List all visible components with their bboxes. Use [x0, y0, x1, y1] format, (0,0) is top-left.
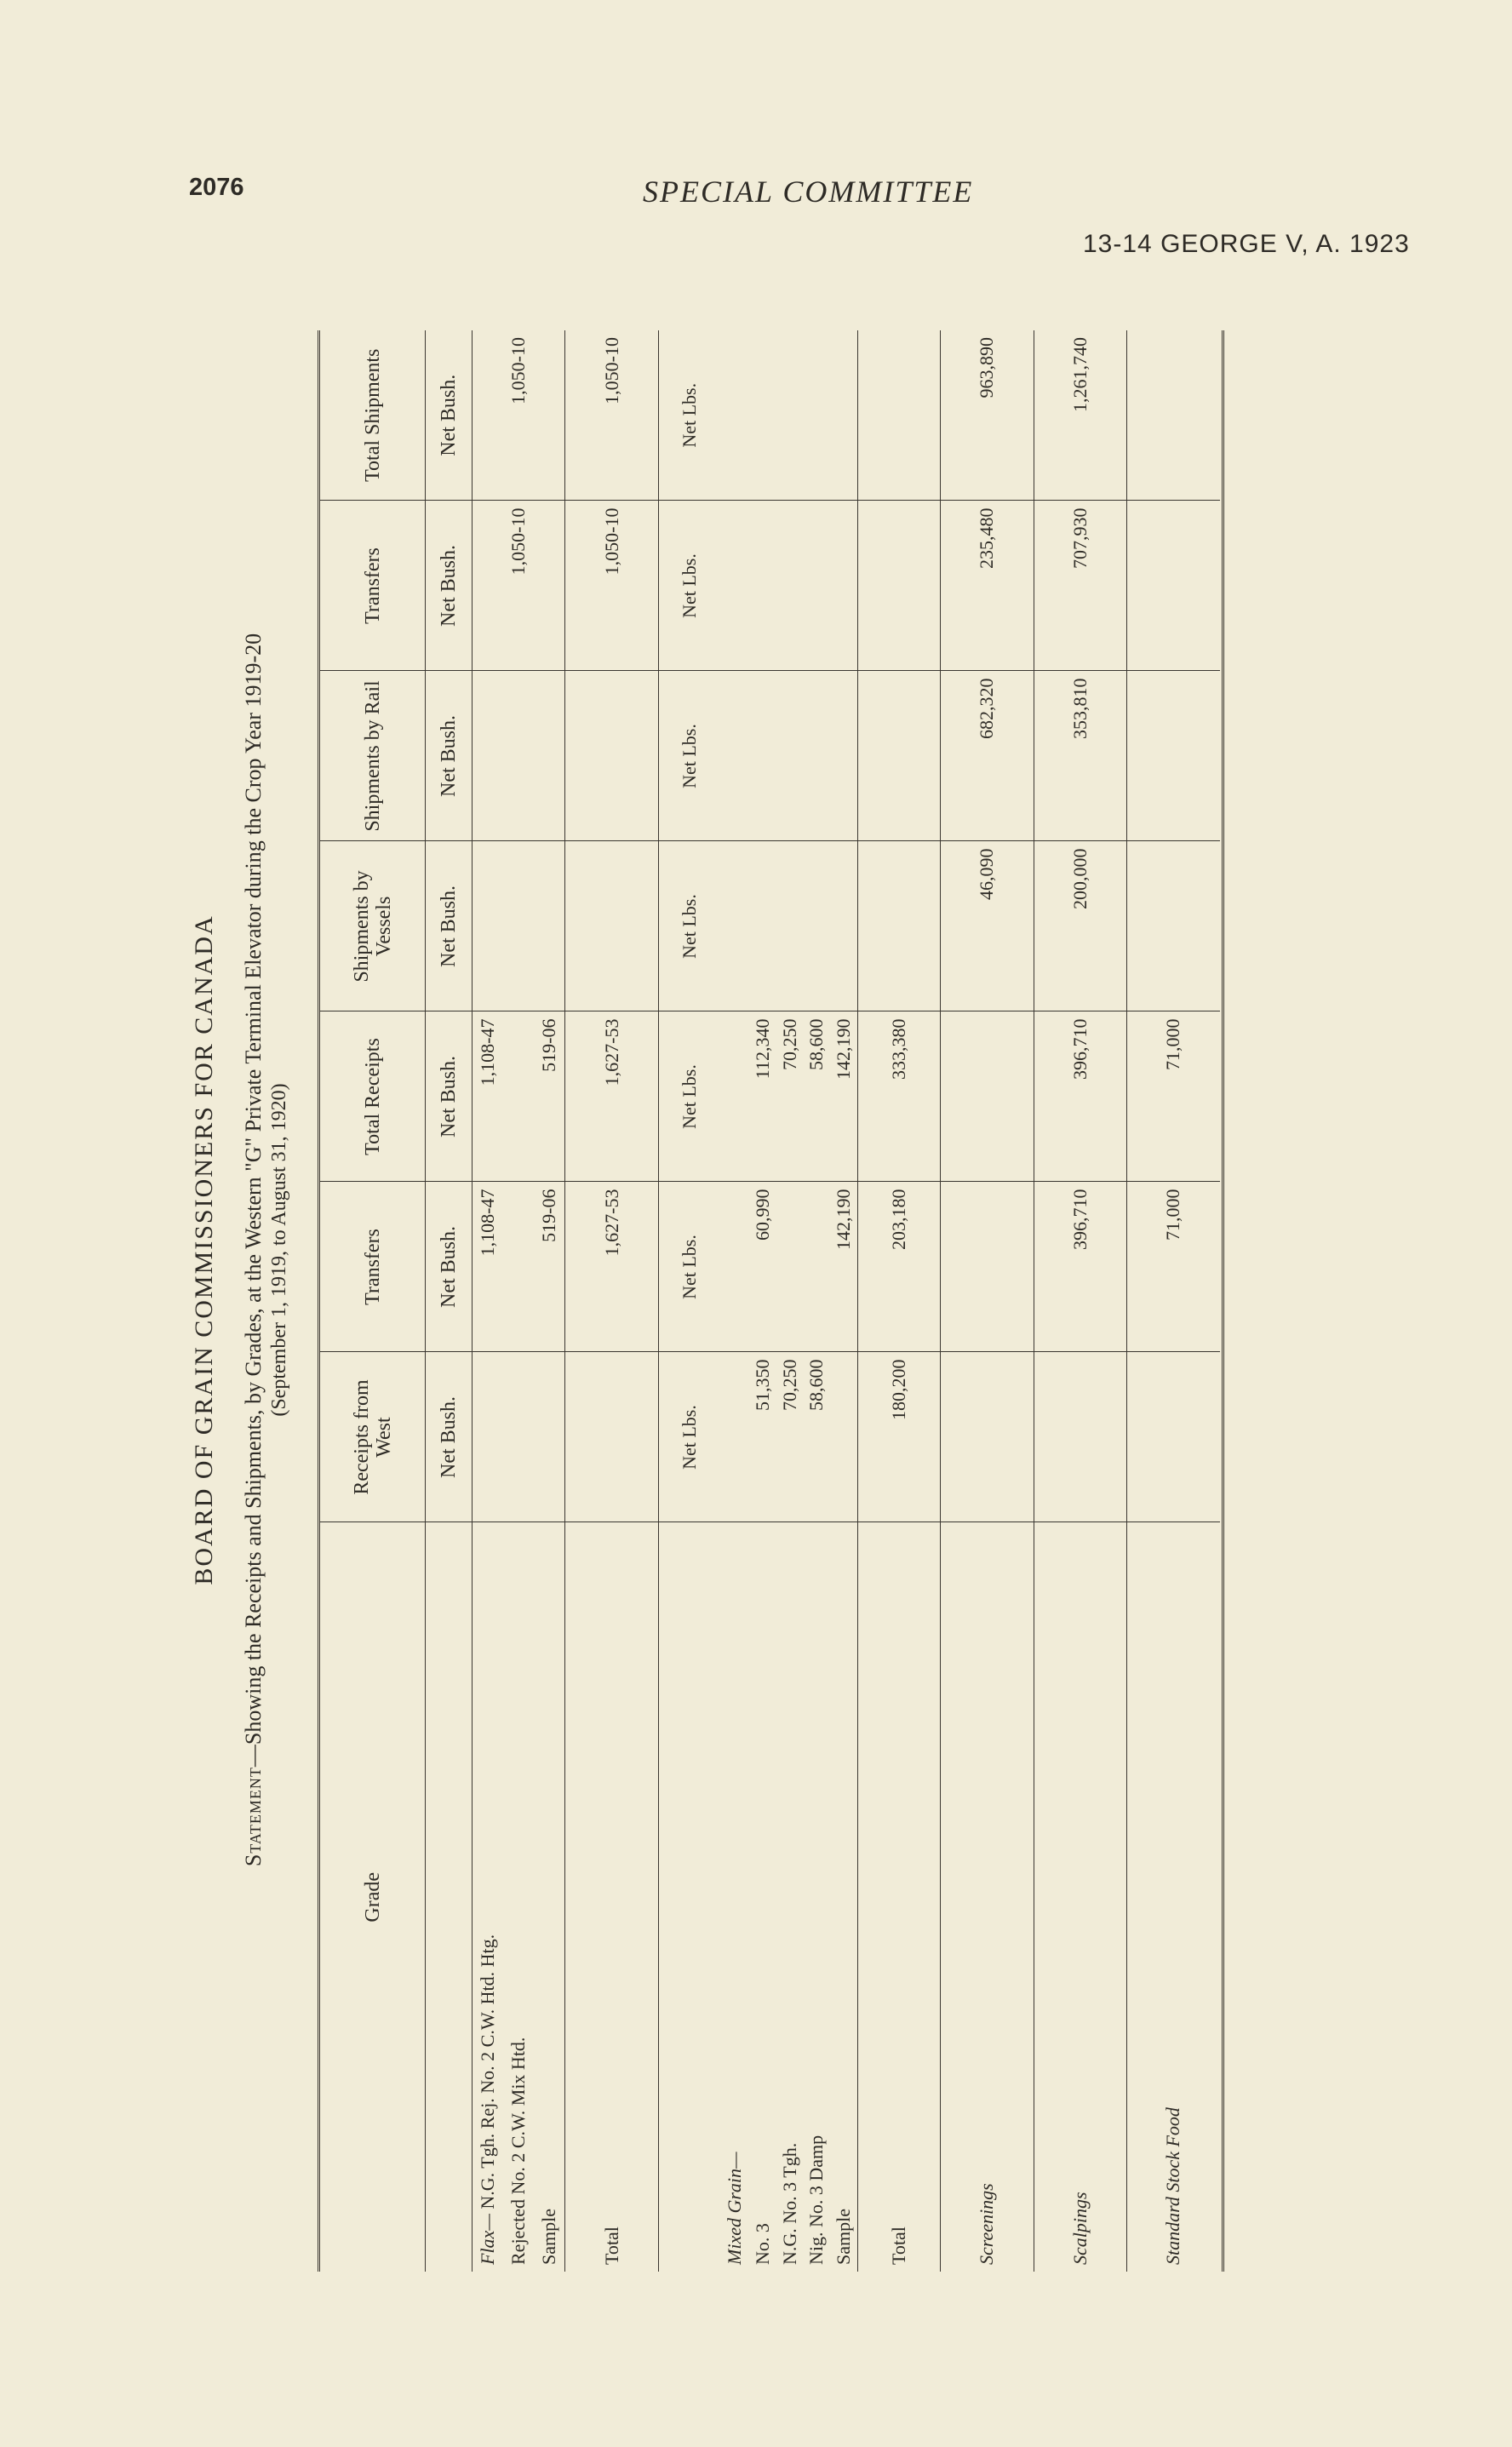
scalpings-label: Scalpings [1068, 2192, 1091, 2265]
table-cell [503, 1352, 534, 1522]
statement-label: Statement [241, 1767, 266, 1867]
table-cell [472, 1352, 503, 1522]
table-cell: 58,600 [804, 1011, 831, 1182]
table-cell [534, 841, 564, 1011]
table-cell: 519-06 [534, 1011, 564, 1182]
unit-label: Net Lbs. [658, 501, 720, 671]
table-cell: 58,600 [804, 1352, 831, 1522]
table-cell: 396,710 [1034, 1182, 1126, 1352]
table-cell [534, 1352, 564, 1522]
table-row [776, 330, 804, 2272]
table-cell [941, 1011, 1034, 1182]
unit-label: Net Bush. [426, 330, 472, 501]
unit-label: Net Lbs. [658, 1011, 720, 1182]
table-row [941, 330, 1034, 2272]
table-cell: 1,627-53 [565, 1011, 658, 1182]
stock-food-label: Standard Stock Food [1162, 2107, 1184, 2265]
table-cell [472, 671, 503, 841]
table-row [804, 330, 831, 2272]
rotated-statement [173, 177, 1365, 2323]
table-cell: 519-06 [534, 1182, 564, 1352]
col-grade: Grade [319, 1522, 426, 2272]
table-row [534, 330, 564, 2272]
total-label: Total [565, 1522, 658, 2272]
table-cell: 142,190 [830, 1011, 857, 1182]
table-cell [941, 1182, 1034, 1352]
table-cell: 200,000 [1034, 841, 1126, 1011]
table-cell: 51,350 [749, 1352, 776, 1522]
board-heading: BOARD OF GRAIN COMMISSIONERS FOR CANADA [190, 914, 218, 1585]
table-cell [534, 330, 564, 501]
table-cell [503, 1182, 534, 1352]
table-cell [804, 1182, 831, 1352]
table-cell [565, 1352, 658, 1522]
grade-label: Rejected No. 2 C.W. Mix Htd. [507, 2037, 530, 2265]
unit-label: Net Lbs. [658, 1182, 720, 1352]
table-cell [776, 1182, 804, 1352]
mixed-grain-heading: Mixed Grain— [724, 2152, 746, 2265]
unit-row [658, 330, 720, 2272]
col-shipments-rail: Shipments by Rail [319, 671, 426, 841]
table-cell: 682,320 [941, 671, 1034, 841]
grade-label: N.G. No. 3 Tgh. [778, 2142, 800, 2265]
unit-label: Net Lbs. [658, 841, 720, 1011]
table-cell [1126, 330, 1220, 501]
table-cell: 46,090 [941, 841, 1034, 1011]
table-row [830, 330, 857, 2272]
table-cell [1034, 1352, 1126, 1522]
unit-label: Net Bush. [426, 1352, 472, 1522]
grade-label: Sample [833, 2209, 854, 2265]
statement-title [241, 177, 266, 2323]
table-cell: 1,050-10 [503, 330, 534, 501]
table-cell [565, 841, 658, 1011]
total-label: Total [857, 1522, 940, 2272]
unit-label: Net Lbs. [658, 330, 720, 501]
session-reference: 13-14 GEORGE V, A. 1923 [1083, 230, 1410, 258]
unit-label: Net Bush. [426, 841, 472, 1011]
unit-label: Net Bush. [426, 501, 472, 671]
table-cell: 112,340 [749, 1011, 776, 1182]
col-receipts-from-west: Receipts from West [319, 1352, 426, 1522]
col-shipments-vessels: Shipments by Vessels [319, 841, 426, 1011]
unit-label: Net Bush. [426, 1182, 472, 1352]
table-cell: 180,200 [857, 1352, 940, 1522]
table-cell: 963,890 [941, 330, 1034, 501]
table-cell [534, 671, 564, 841]
table-cell: 71,000 [1126, 1011, 1220, 1182]
unit-label: Net Bush. [426, 1011, 472, 1182]
running-head: SPECIAL COMMITTEE [643, 175, 974, 209]
statement-text: —Showing the Receipts and Shipments, by Grades, at the Western "G" Private Terminal Elevator during the Crop Year 1919-20 [241, 633, 266, 1768]
table-cell [472, 501, 503, 671]
table-cell: 396,710 [1034, 1011, 1126, 1182]
unit-label: Net Lbs. [658, 1352, 720, 1522]
table-cell: 707,930 [1034, 501, 1126, 671]
table-cell: 1,050-10 [565, 501, 658, 671]
table-row [1126, 330, 1220, 2272]
col-transfers-out: Transfers [319, 501, 426, 671]
receipts-shipments-table [318, 330, 1220, 2272]
table-cell: 1,627-53 [565, 1182, 658, 1352]
table-cell: 333,380 [857, 1011, 940, 1182]
table-cell: 1,050-10 [565, 330, 658, 501]
table-row [720, 330, 749, 2272]
table-cell: 70,250 [776, 1011, 804, 1182]
page-number: 2076 [189, 174, 244, 201]
table-row [749, 330, 776, 2272]
table-cell: 70,250 [776, 1352, 804, 1522]
unit-label: Net Bush. [426, 671, 472, 841]
table-cell [503, 841, 534, 1011]
screenings-label: Screenings [976, 2183, 998, 2265]
table-cell [830, 1352, 857, 1522]
col-total-receipts: Total Receipts [319, 1011, 426, 1182]
table-cell [472, 841, 503, 1011]
table-cell [565, 671, 658, 841]
table-cell: 1,261,740 [1034, 330, 1126, 501]
table-cell [1126, 671, 1220, 841]
table-row [565, 330, 658, 2272]
table-row [472, 330, 503, 2272]
table-cell [1126, 841, 1220, 1011]
table-cell [503, 1011, 534, 1182]
grade-label: N.G. Tgh. Rej. No. 2 C.W. Htd. Htg. [476, 1934, 498, 2209]
table-cell: 1,050-10 [503, 501, 534, 671]
col-transfers-in: Transfers [319, 1182, 426, 1352]
table-cell: 1,108-47 [472, 1182, 503, 1352]
table-row [503, 330, 534, 2272]
unit-label: Net Lbs. [658, 671, 720, 841]
statement-period: (September 1, 1919, to August 31, 1920) [268, 1083, 290, 1417]
grade-label: No. 3 [752, 2223, 774, 2265]
table-cell: 203,180 [857, 1182, 940, 1352]
col-total-shipments: Total Shipments [319, 330, 426, 501]
table-cell [941, 1352, 1034, 1522]
table-cell: 71,000 [1126, 1182, 1220, 1352]
table-row [1034, 330, 1126, 2272]
table-cell: 235,480 [941, 501, 1034, 671]
table-cell: 1,108-47 [472, 1011, 503, 1182]
table-cell [1126, 1352, 1220, 1522]
table-cell [534, 501, 564, 671]
table-cell: 353,810 [1034, 671, 1126, 841]
table-cell [1126, 501, 1220, 671]
table-bottom-rule [1222, 330, 1224, 2272]
grade-label: Sample [538, 2209, 560, 2265]
table-cell [503, 671, 534, 841]
table-row [857, 330, 940, 2272]
table-cell: 142,190 [830, 1182, 857, 1352]
table-cell: 60,990 [749, 1182, 776, 1352]
table-cell [472, 330, 503, 501]
flax-heading: Flax— [476, 2214, 498, 2265]
grade-label: Nig. No. 3 Damp [805, 2135, 828, 2265]
